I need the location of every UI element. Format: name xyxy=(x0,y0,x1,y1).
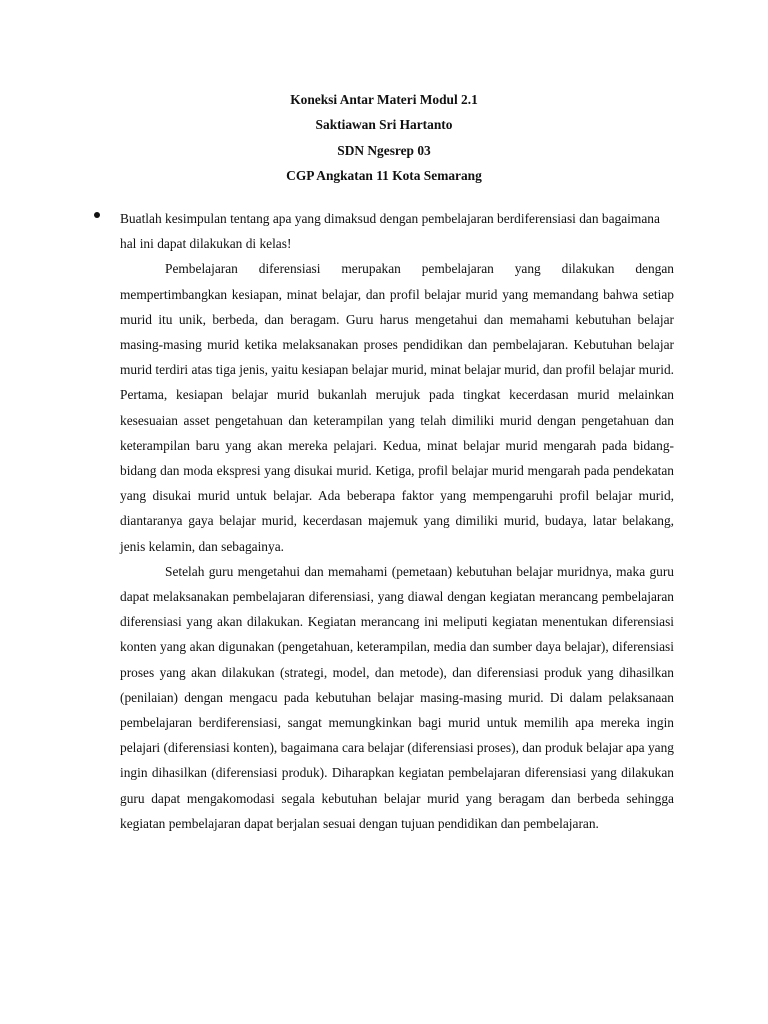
header-title: Koneksi Antar Materi Modul 2.1 xyxy=(290,92,478,107)
body-paragraph-1: Pembelajaran diferensiasi merupakan pembelajaran yang dilakukan dengan mempertimbangkan kesiapan, minat belajar, dan profil belajar murid yang memandang bahwa setiap murid itu unik, berbeda, dan beragam. Guru harus mengetahui dan memahami kebutuhan belajar masing-masing murid ketika melaksanakan proses pendidikan dan pembelajaran. Kebutuhan belajar murid terdiri atas tiga jenis, yaitu kesiapan belajar murid, minat belajar murid, dan profil belajar murid. Pertama, kesiapan belajar murid bukanlah merujuk pada tingkat kecerdasan murid melainkan kesesuaian asset pengetahuan dan keterampilan yang telah dimiliki murid dengan pengetahuan dan keterampilan baru yang akan mereka pelajari. Kedua, minat belajar murid mengarah pada bidang-bidang dan moda ekspresi yang disukai murid. Ketiga, profil belajar murid mengarah pada pendekatan yang disukai murid untuk belajar. Ada beberapa faktor yang mempengaruhi profil belajar murid, diantaranya gaya belajar murid, kecerdasan majemuk yang dimiliki murid, budaya, latar belakang, jenis kelamin, dan sebagainya. xyxy=(120,261,674,554)
question-text: Buatlah kesimpulan tentang apa yang dimaksud dengan pembelajaran berdiferensiasi dan bagaimana hal ini dapat dilakukan di kelas! xyxy=(120,211,660,252)
header-author: Saktiawan Sri Hartanto xyxy=(315,117,453,133)
header-school: SDN Ngesrep 03 xyxy=(337,142,431,158)
bullet-dot-icon xyxy=(94,212,100,218)
document-header xyxy=(0,87,768,189)
header-cohort: CGP Angkatan 11 Kota Semarang xyxy=(286,168,482,184)
document-body xyxy=(120,206,674,836)
body-paragraph-2: Setelah guru mengetahui dan memahami (pemetaan) kebutuhan belajar muridnya, maka guru dapat melaksanakan pembelajaran diferensiasi, yang diawal dengan kegiatan merancang pembelajaran diferensiasi yang akan dilakukan. Kegiatan merancang ini meliputi kegiatan menentukan diferensiasi konten yang akan digunakan (pengetahuan, keterampilan, media dan sumber daya belajar), diferensiasi proses yang akan dilakukan (strategi, model, dan metode), dan diferensiasi produk yang dihasilkan (penilaian) dengan mengacu pada kebutuhan belajar masing-masing murid. Di dalam pelaksanaan pembelajaran berdiferensiasi, sangat memungkinkan bagi murid untuk memilih apa mereka ingin pelajari (diferensiasi konten), bagaimana cara belajar (diferensiasi proses), dan produk belajar apa yang ingin dihasilkan (diferensiasi produk). Diharapkan kegiatan pembelajaran diferensiasi yang dilakukan guru dapat mengakomodasi segala kebutuhan belajar murid yang beragam dan berbeda sehingga kegiatan pembelajaran dapat berjalan sesuai dengan tujuan pendidikan dan pembelajaran. xyxy=(120,563,674,831)
